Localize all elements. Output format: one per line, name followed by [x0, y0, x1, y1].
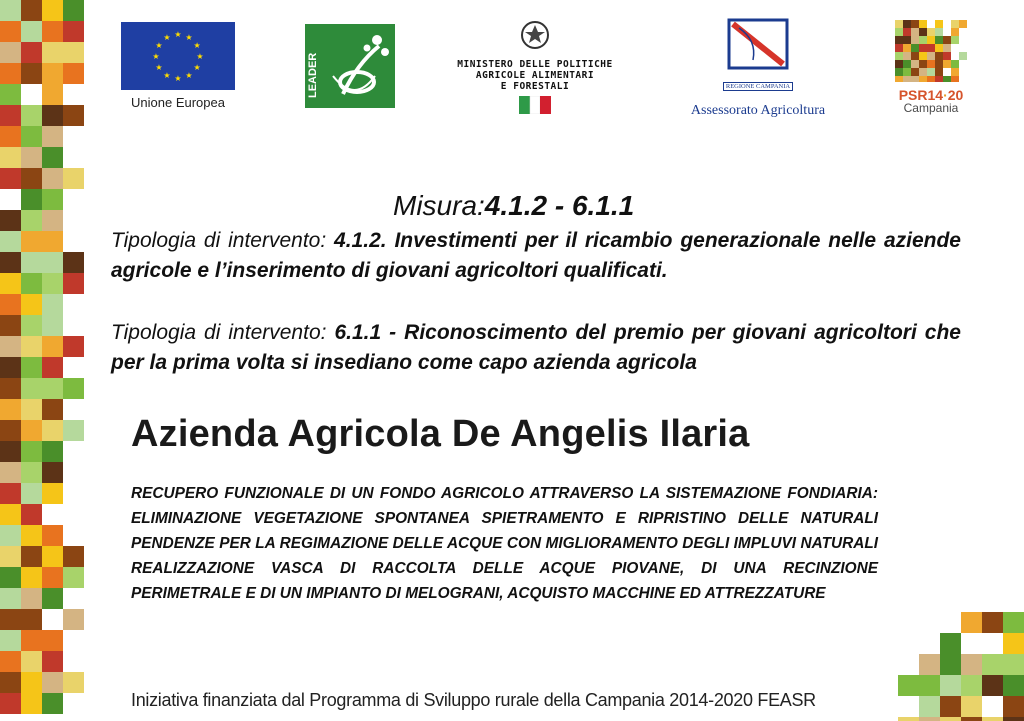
mosaic-tile [0, 42, 21, 63]
mosaic-tile [63, 609, 84, 630]
mosaic-tile [903, 60, 911, 68]
eu-star-icon: ★ [185, 32, 193, 42]
mosaic-tile [42, 126, 63, 147]
mosaic-tile [63, 105, 84, 126]
intervention-text: 6.1.1 - Riconoscimento del premio per giovani agricoltori che per la prima volta si insediano come capo azienda agricola [111, 321, 961, 374]
mosaic-tile [903, 28, 911, 36]
mosaic-tile [21, 609, 42, 630]
mosaic-tile [21, 315, 42, 336]
mosaic-tile [21, 462, 42, 483]
mosaic-tile [0, 210, 21, 231]
mosaic-tile [63, 168, 84, 189]
eu-star-icon: ★ [196, 52, 204, 61]
mosaic-tile [21, 378, 42, 399]
mosaic-tile [903, 68, 911, 76]
mosaic-tile [911, 36, 919, 44]
mosaic-tile [961, 696, 982, 717]
mosaic-tile [940, 696, 961, 717]
mosaic-tile [0, 630, 21, 651]
mosaic-tile [21, 63, 42, 84]
company-name: Azienda Agricola De Angelis Ilaria [131, 413, 750, 455]
mosaic-tile [919, 696, 940, 717]
mosaic-tile [42, 231, 63, 252]
mosaic-tile [0, 336, 21, 357]
mosaic-tile [42, 189, 63, 210]
mosaic-tile [911, 52, 919, 60]
measure-label: Misura: [393, 190, 485, 221]
mosaic-tile [63, 546, 84, 567]
eu-star-icon: ★ [174, 30, 182, 39]
mosaic-tile [0, 588, 21, 609]
region-department: Assessorato Agricoltura [690, 103, 826, 118]
mosaic-tile [21, 357, 42, 378]
mosaic-tile [21, 630, 42, 651]
mosaic-tile [42, 336, 63, 357]
mosaic-tile [42, 525, 63, 546]
mosaic-tile [959, 52, 967, 60]
mosaic-tile [63, 420, 84, 441]
psr-title-c: 20 [947, 87, 964, 103]
mosaic-tile [21, 693, 42, 714]
mosaic-tile [63, 567, 84, 588]
leader-text: LEADER [307, 52, 319, 98]
mosaic-tile [940, 633, 961, 654]
mosaic-tile [919, 60, 927, 68]
mosaic-tile [42, 210, 63, 231]
mosaic-tile [895, 28, 903, 36]
mosaic-tile [1003, 675, 1024, 696]
mosaic-tile [943, 76, 951, 82]
mosaic-tile [42, 462, 63, 483]
psr-title-sep: · [943, 87, 948, 103]
mosaic-tile [943, 52, 951, 60]
mosaic-tile [42, 0, 63, 21]
mosaic-tile [42, 546, 63, 567]
mosaic-tile [21, 336, 42, 357]
funding-footer: Iniziativa finanziata dal Programma di Sviluppo rurale della Campania 2014-2020 FEASR [131, 690, 816, 710]
eu-caption: Unione Europea [131, 95, 225, 110]
mosaic-tile [911, 44, 919, 52]
mosaic-tile [21, 273, 42, 294]
mosaic-tile [0, 462, 21, 483]
regione-campania-logo [672, 18, 844, 119]
mosaic-tile [63, 273, 84, 294]
mosaic-tile [21, 252, 42, 273]
eu-star-icon: ★ [163, 32, 171, 42]
mosaic-tile [0, 84, 21, 105]
mosaic-tile [961, 717, 982, 721]
mosaic-tile [911, 60, 919, 68]
mosaic-tile [21, 546, 42, 567]
mosaic-tile [0, 315, 21, 336]
mosaic-tile [1003, 633, 1024, 654]
mosaic-tile [21, 189, 42, 210]
mosaic-tile [63, 252, 84, 273]
mosaic-tile [0, 546, 21, 567]
mosaic-tile [21, 441, 42, 462]
mosaic-tile [0, 126, 21, 147]
mosaic-tile [21, 399, 42, 420]
mosaic-tile [935, 52, 943, 60]
mosaic-tile [21, 42, 42, 63]
mosaic-tile [919, 44, 927, 52]
mosaic-tile [927, 68, 935, 76]
mosaic-tile [0, 147, 21, 168]
mosaic-tile [0, 567, 21, 588]
mosaic-tile [0, 0, 21, 21]
mosaic-tile [927, 44, 935, 52]
eu-flag-icon [121, 22, 235, 90]
eu-star-icon: ★ [163, 71, 171, 81]
mosaic-tile [42, 147, 63, 168]
mosaic-tile [42, 273, 63, 294]
mosaic-tile [895, 68, 903, 76]
mosaic-tile [0, 378, 21, 399]
decorative-mosaic-bottom-right [898, 612, 1024, 721]
mosaic-tile [919, 52, 927, 60]
mosaic-tile [903, 52, 911, 60]
mosaic-tile [951, 20, 959, 28]
mosaic-tile [0, 252, 21, 273]
eu-star-icon: ★ [155, 41, 163, 50]
psr-logo [893, 20, 969, 114]
mosaic-tile [21, 168, 42, 189]
intervention-label: Tipologia di intervento: [111, 229, 327, 252]
mosaic-tile [21, 126, 42, 147]
mosaic-tile [0, 483, 21, 504]
mosaic-tile [898, 717, 919, 721]
mosaic-tile [919, 76, 927, 82]
mosaic-tile [911, 68, 919, 76]
mosaic-tile [935, 28, 943, 36]
mosaic-tile [903, 76, 911, 82]
mosaic-tile [42, 357, 63, 378]
measure-title [393, 190, 634, 222]
mosaic-tile [895, 60, 903, 68]
mosaic-tile [919, 20, 927, 28]
mosaic-tile [935, 44, 943, 52]
intervention-label: Tipologia di intervento: [111, 321, 327, 344]
mosaic-tile [0, 441, 21, 462]
mosaic-tile [0, 63, 21, 84]
mosaic-tile [21, 105, 42, 126]
mosaic-tile [42, 294, 63, 315]
mosaic-tile [0, 420, 21, 441]
mosaic-tile [927, 52, 935, 60]
mosaic-tile [42, 483, 63, 504]
project-description: RECUPERO FUNZIONALE DI UN FONDO AGRICOLO ATTRAVERSO LA SISTEMAZIONE FONDIARIA: ELIMINAZIONE VEGETAZIONE SPONTANEA SPIETRAMENTO E RIPRISTINO DELLE NATURALI PENDENZE PER LA REGIMAZIONE DELLE ACQUE CON MIGLIORAMENTO DEGLI IMPLUVI NATURALI REALIZZAZIONE VASCA DI RACCOLTA DELLE ACQUE PIOVANE, DI UNA RECINZIONE PERIMETRALE E DI UN IMPIANTO DI MELOGRANI, ACQUISTO MACCHINE ED ATTREZZATURE [131, 485, 878, 602]
mosaic-tile [21, 651, 42, 672]
mosaic-tile [895, 36, 903, 44]
mosaic-tile [42, 378, 63, 399]
mosaic-tile [0, 21, 21, 42]
mosaic-tile [42, 630, 63, 651]
mosaic-tile [959, 20, 967, 28]
mosaic-tile [0, 273, 21, 294]
mosaic-tile [935, 20, 943, 28]
mosaic-tile [42, 672, 63, 693]
mosaic-tile [919, 675, 940, 696]
mosaic-tile [935, 76, 943, 82]
mosaic-tile [1003, 654, 1024, 675]
mosaic-tile [1003, 612, 1024, 633]
mosaic-tile [63, 42, 84, 63]
mosaic-tile [42, 315, 63, 336]
mosaic-tile [42, 567, 63, 588]
mosaic-tile [943, 44, 951, 52]
mosaic-tile [42, 693, 63, 714]
mosaic-tile [21, 210, 42, 231]
mosaic-tile [0, 357, 21, 378]
mosaic-tile [21, 231, 42, 252]
measure-value: 4.1.2 - 6.1.1 [484, 190, 635, 221]
mosaic-tile [0, 168, 21, 189]
mosaic-tile [940, 675, 961, 696]
mosaic-tile [21, 21, 42, 42]
mosaic-tile [935, 68, 943, 76]
mosaic-tile [911, 28, 919, 36]
mosaic-tile [911, 20, 919, 28]
intervention-description-2 [111, 318, 961, 378]
mosaic-tile [21, 672, 42, 693]
mosaic-tile [0, 105, 21, 126]
mosaic-tile [21, 525, 42, 546]
mosaic-tile [940, 654, 961, 675]
mosaic-tile [63, 378, 84, 399]
leader-logo [305, 24, 395, 108]
mosaic-tile [951, 68, 959, 76]
mosaic-tile [42, 105, 63, 126]
mosaic-tile [927, 60, 935, 68]
mosaic-tile [982, 717, 1003, 721]
intervention-description-1 [111, 226, 961, 286]
mosaic-tile [21, 147, 42, 168]
mosaic-tile [0, 399, 21, 420]
mosaic-tile [951, 76, 959, 82]
eu-star-icon: ★ [193, 41, 201, 50]
mosaic-tile [1003, 717, 1024, 721]
mosaic-tile [927, 36, 935, 44]
mosaic-tile [927, 76, 935, 82]
mosaic-tile [42, 42, 63, 63]
psr-title-a: PSR [898, 87, 928, 103]
mosaic-tile [63, 0, 84, 21]
mosaic-tile [895, 20, 903, 28]
mosaic-tile [940, 717, 961, 721]
mosaic-tile [982, 612, 1003, 633]
mosaic-tile [903, 36, 911, 44]
intervention-text: 4.1.2. Investimenti per il ricambio generazionale nelle aziende agricole e l’inserimento di giovani agricoltori qualificati. [111, 229, 961, 282]
mosaic-tile [951, 36, 959, 44]
eu-star-icon: ★ [155, 63, 163, 72]
mosaic-tile [943, 60, 951, 68]
mosaic-tile [961, 675, 982, 696]
mosaic-tile [961, 654, 982, 675]
mosaic-tile [63, 21, 84, 42]
mosaic-tile [0, 693, 21, 714]
mosaic-tile [0, 609, 21, 630]
mosaic-tile [42, 21, 63, 42]
mosaic-tile [903, 20, 911, 28]
mosaic-tile [21, 504, 42, 525]
mosaic-tile [21, 294, 42, 315]
eu-star-icon: ★ [174, 74, 182, 83]
mosaic-tile [903, 44, 911, 52]
psr-subtitle: Campania [903, 101, 959, 115]
mosaic-tile [63, 336, 84, 357]
mosaic-tile [898, 675, 919, 696]
mosaic-tile [42, 168, 63, 189]
mosaic-tile [935, 36, 943, 44]
mosaic-tile [0, 504, 21, 525]
mosaic-tile [21, 588, 42, 609]
mosaic-tile [927, 28, 935, 36]
psr-title-b: 14 [927, 87, 944, 103]
mosaic-tile [63, 63, 84, 84]
mosaic-tile [895, 44, 903, 52]
mosaic-tile [895, 52, 903, 60]
decorative-mosaic-left [0, 0, 84, 721]
mosaic-tile [0, 231, 21, 252]
mosaic-tile [42, 441, 63, 462]
mosaic-tile [919, 717, 940, 721]
mosaic-tile [895, 76, 903, 82]
eu-star-icon: ★ [152, 52, 160, 61]
mosaic-tile [0, 651, 21, 672]
mosaic-tile [21, 420, 42, 441]
mosaic-tile [919, 28, 927, 36]
mosaic-tile [0, 525, 21, 546]
mosaic-tile [0, 294, 21, 315]
mosaic-tile [982, 675, 1003, 696]
mosaic-tile [42, 420, 63, 441]
mosaic-tile [935, 60, 943, 68]
republic-emblem-icon [520, 20, 550, 50]
mosaic-tile [919, 68, 927, 76]
mosaic-tile [961, 612, 982, 633]
ministry-name: MINISTERO DELLE POLITICHE AGRICOLE ALIMENTARI E FORESTALI [457, 59, 613, 92]
mosaic-tile [21, 0, 42, 21]
mosaic-tile [21, 567, 42, 588]
mosaic-tile [919, 654, 940, 675]
mosaic-tile [42, 84, 63, 105]
mosaic-tile [42, 651, 63, 672]
mosaic-tile [42, 399, 63, 420]
mosaic-tile [919, 36, 927, 44]
mosaic-tile [911, 76, 919, 82]
mosaic-tile [1003, 696, 1024, 717]
mosaic-tile [982, 654, 1003, 675]
italian-flag-icon [519, 96, 551, 114]
eu-star-icon: ★ [185, 71, 193, 81]
mosaic-tile [63, 672, 84, 693]
region-name: REGIONE CAMPANIA [723, 82, 793, 91]
mosaic-tile [42, 252, 63, 273]
ministry-logo [430, 20, 640, 119]
mosaic-tile [943, 36, 951, 44]
mosaic-tile [0, 672, 21, 693]
psr-mosaic-icon [895, 20, 967, 82]
mosaic-tile [21, 483, 42, 504]
mosaic-tile [951, 28, 959, 36]
mosaic-tile [42, 63, 63, 84]
eu-star-icon: ★ [193, 63, 201, 72]
regione-campania-shield-icon [727, 18, 789, 70]
mosaic-tile [951, 60, 959, 68]
mosaic-tile [42, 588, 63, 609]
